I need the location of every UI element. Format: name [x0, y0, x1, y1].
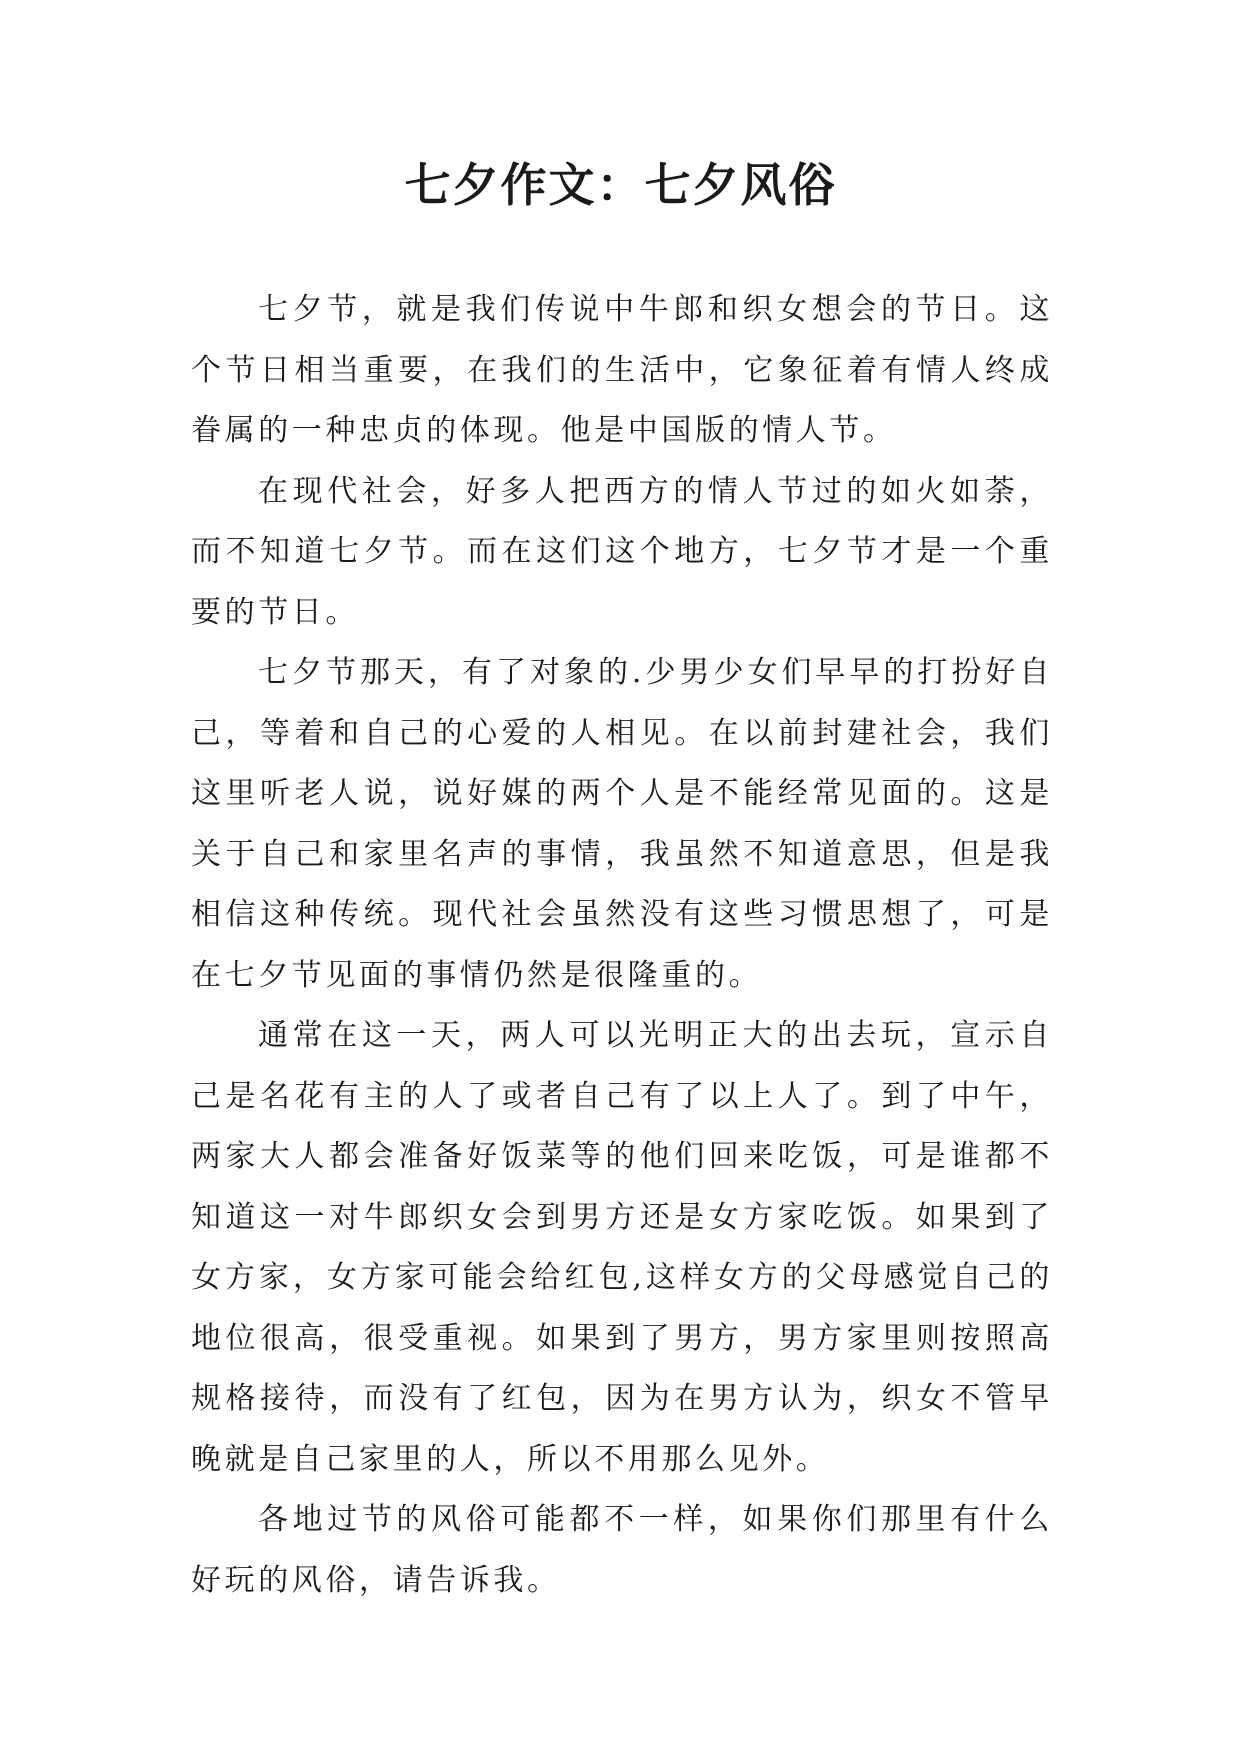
paragraph-5: 各地过节的风俗可能都不一样，如果你们那里有什么好玩的风俗，请告诉我。: [191, 1502, 1053, 1598]
paragraph-3: 七夕节那天，有了对象的.少男少女们早早的打扮好自己，等着和自己的心爱的人相见。在以前封建社会，我们这里听老人说，说好媒的两个人是不能经常见面的。这是关于自己和家里名声的事情，我虽然不知道意思，但是我相信这种传统。现代社会虽然没有这些习惯思想了，可是在七夕节见面的事情仍然是很隆重的。: [191, 655, 1053, 993]
paragraph-1: 七夕节，就是我们传说中牛郎和织女想会的节日。这个节日相当重要，在我们的生活中，它象征着有情人终成眷属的一种忠贞的体现。他是中国版的情人节。: [191, 292, 1053, 448]
paragraph-2: 在现代社会，好多人把西方的情人节过的如火如荼，而不知道七夕节。而在这们这个地方，七夕节才是一个重要的节日。: [191, 473, 1053, 630]
document-body: [191, 280, 1053, 1611]
document-title: 七夕作文：七夕风俗: [404, 158, 837, 212]
paragraph-4: 通常在这一天，两人可以光明正大的出去玩，宣示自己是名花有主的人了或者自己有了以上人了。到了中午，两家大人都会准备好饭菜等的他们回来吃饭，可是谁都不知道这一对牛郎织女会到男方还是女方家吃饭。如果到了女方家，女方家可能会给红包,这样女方的父母感觉自己的地位很高，很受重视。如果到了男方，男方家里则按照高规格接待，而没有了红包，因为在男方认为，织女不管早晚就是自己家里的人，所以不用那么见外。: [191, 1018, 1053, 1477]
